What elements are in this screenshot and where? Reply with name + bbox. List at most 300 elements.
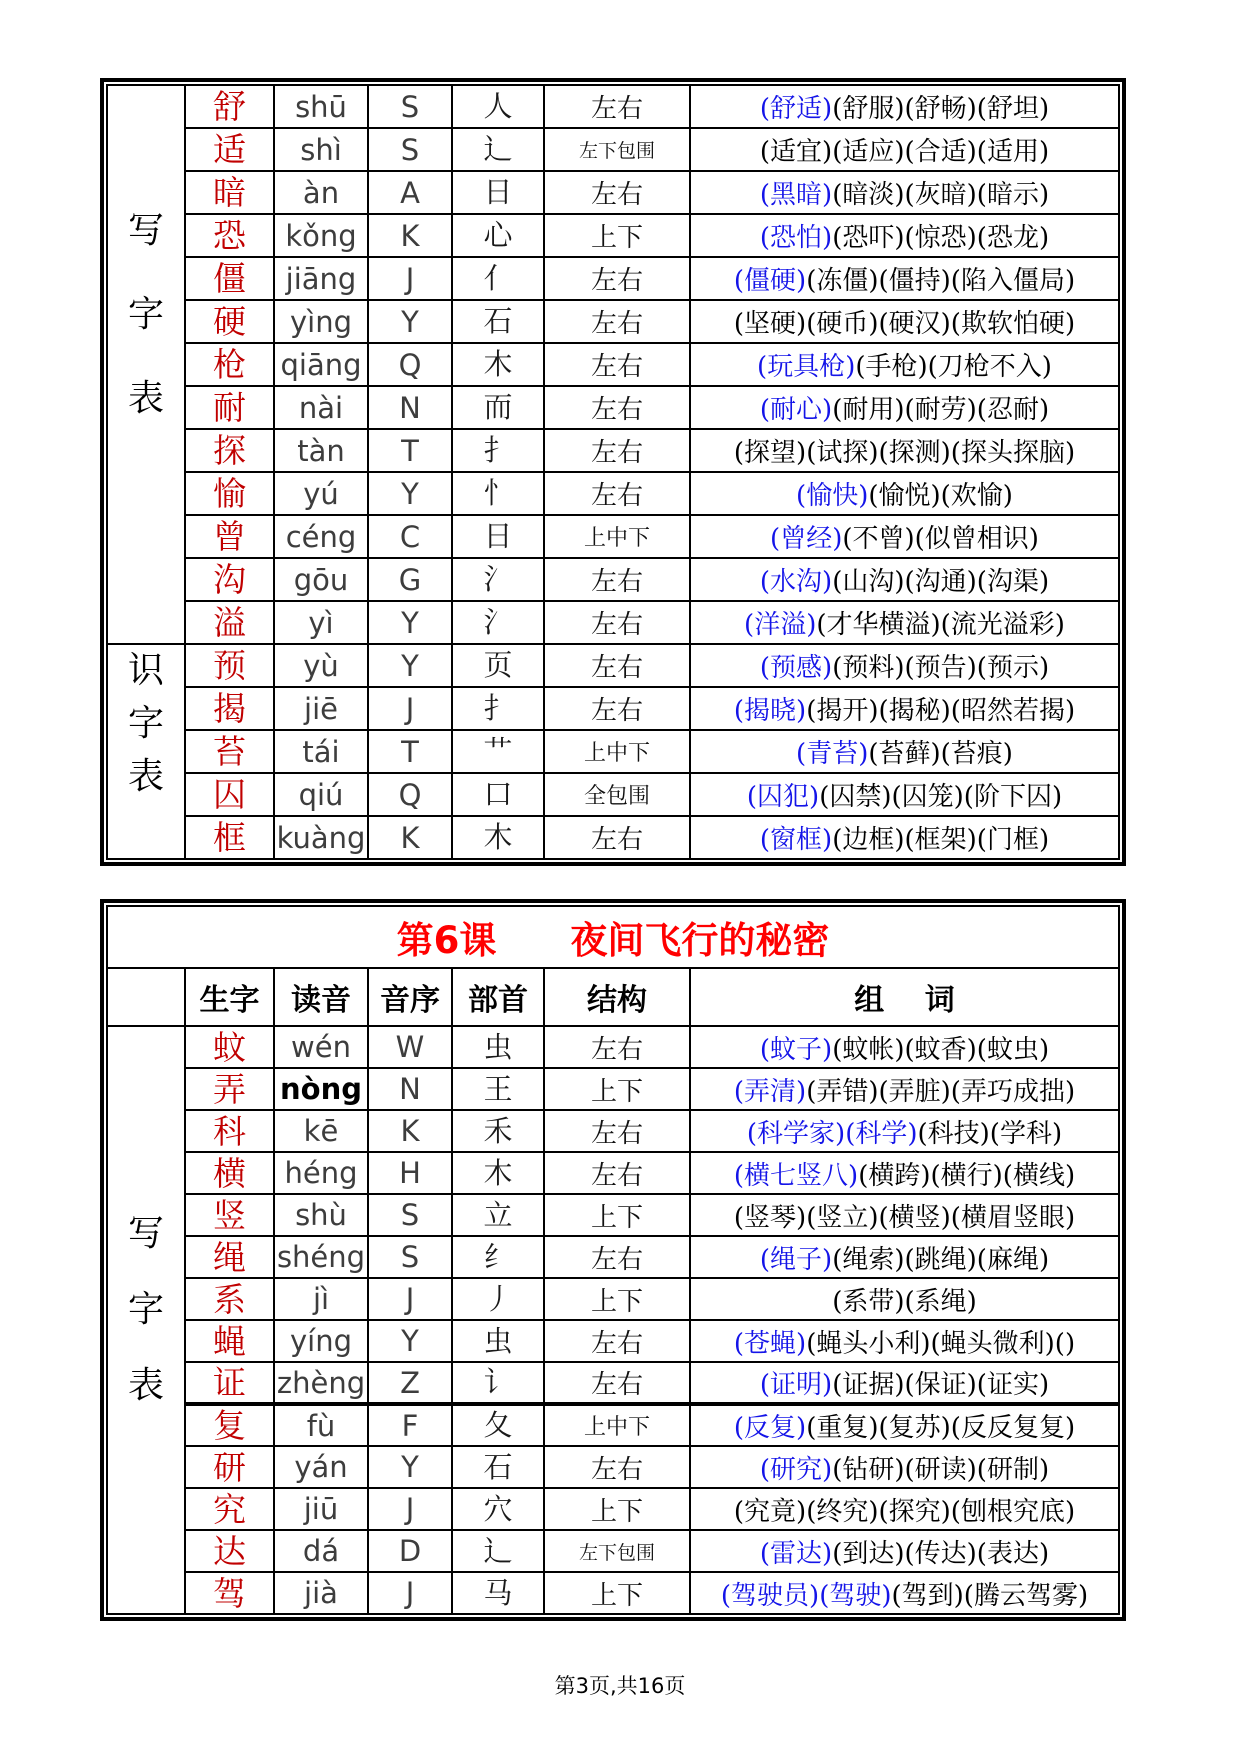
- initial-letter: Y: [401, 648, 419, 683]
- word-group: (科学家): [746, 1118, 846, 1149]
- radical-cell: [452, 687, 544, 730]
- word-group: (证明): [759, 1370, 833, 1400]
- pinyin-text: shū: [295, 89, 347, 124]
- words-cell: [690, 128, 1119, 171]
- structure-text: 左右: [590, 438, 643, 468]
- structure-text: 左右: [590, 481, 643, 511]
- initial-cell: [368, 1026, 452, 1068]
- hanzi-cell: [185, 1026, 274, 1068]
- word-group: (囚笼): [891, 782, 964, 812]
- word-group: (适用): [976, 137, 1050, 167]
- pinyin-cell: [274, 730, 368, 773]
- word-group: (蝇头微利): [930, 1328, 1055, 1359]
- hanzi-cell: [185, 644, 274, 687]
- word-group: (横七竖八): [733, 1160, 859, 1191]
- section-label-text: [108, 209, 184, 419]
- initial-letter: Q: [398, 777, 422, 812]
- radical-cell: [452, 515, 544, 558]
- hanzi-char: 竖: [213, 1195, 246, 1235]
- structure-cell: [544, 472, 690, 515]
- word-group: (蝇头小利): [806, 1328, 931, 1359]
- initial-letter: Y: [401, 304, 419, 339]
- initial-letter: Y: [401, 1324, 419, 1358]
- hanzi-cell: [185, 85, 274, 128]
- radical-cell: [452, 1530, 544, 1572]
- initial-letter: J: [405, 691, 415, 726]
- radical-cell: [452, 429, 544, 472]
- pinyin-cell: [274, 300, 368, 343]
- word-group: (沟通): [904, 567, 977, 597]
- word-group: (苔藓): [868, 739, 941, 769]
- structure-text: 上中下: [583, 741, 650, 766]
- radical-char: 日: [483, 175, 513, 209]
- word-group: (终究): [806, 1496, 879, 1527]
- table-row: [107, 429, 1119, 472]
- structure-cell: [544, 1320, 690, 1362]
- initial-letter: W: [395, 1030, 425, 1064]
- words-cell: [690, 472, 1119, 515]
- radical-char: 石: [483, 1449, 513, 1484]
- hanzi-cell: [185, 128, 274, 171]
- structure-cell: [544, 171, 690, 214]
- word-group: (硬汉): [878, 309, 951, 339]
- hanzi-cell: [185, 1488, 274, 1530]
- word-group: (预料): [832, 653, 905, 683]
- hanzi-char: 舒: [213, 87, 246, 126]
- word-group: (框架): [904, 825, 977, 855]
- words-cell: [690, 343, 1119, 386]
- pinyin-text: zhèng: [276, 1365, 366, 1400]
- words-cell: [690, 773, 1119, 816]
- words-cell: [690, 1320, 1119, 1362]
- words-cell: [690, 730, 1119, 773]
- initial-letter: Y: [401, 476, 419, 511]
- radical-cell: [452, 1572, 544, 1614]
- radical-char: 氵: [483, 605, 513, 639]
- word-group: (研读): [904, 1454, 977, 1485]
- word-group: (驾驶员): [720, 1580, 820, 1611]
- table-row: [107, 687, 1119, 730]
- pinyin-text: nài: [298, 390, 344, 425]
- pinyin-cell: [274, 1488, 368, 1530]
- hanzi-char: 沟: [213, 560, 246, 599]
- radical-cell: [452, 171, 544, 214]
- radical-cell: [452, 1446, 544, 1488]
- word-group: (绳索): [832, 1244, 905, 1275]
- word-group: (惊恐): [904, 223, 977, 253]
- structure-text: 左下包围: [578, 140, 655, 162]
- words-cell: [690, 1110, 1119, 1152]
- radical-cell: [452, 1320, 544, 1362]
- col-header-pinyin: 读音: [274, 968, 368, 1026]
- word-group: (保证): [904, 1370, 977, 1400]
- pinyin-text: yì: [308, 605, 334, 640]
- words-cell: [690, 1068, 1119, 1110]
- table-row: [107, 1530, 1119, 1572]
- radical-char: 穴: [483, 1491, 513, 1526]
- section-label-char: 字: [127, 293, 164, 335]
- radical-char: 木: [483, 347, 513, 381]
- structure-text: 左右: [590, 1244, 643, 1275]
- words-cell: [690, 85, 1119, 128]
- structure-cell: [544, 1572, 690, 1614]
- structure-cell: [544, 1152, 690, 1194]
- radical-char: 日: [483, 519, 513, 553]
- table-row: [107, 1488, 1119, 1530]
- hanzi-cell: [185, 687, 274, 730]
- structure-text: 上下: [590, 223, 643, 253]
- word-group: (横竖): [878, 1202, 951, 1233]
- radical-cell: [452, 601, 544, 644]
- word-group: (研究): [759, 1454, 833, 1485]
- word-group: (欺软怕硬): [950, 309, 1076, 339]
- initial-letter: Y: [401, 1450, 419, 1484]
- hanzi-char: 揭: [213, 689, 246, 728]
- table-row: [107, 214, 1119, 257]
- initial-cell: [368, 773, 452, 816]
- hanzi-char: 曾: [213, 517, 246, 556]
- word-group: (揭晓): [733, 696, 807, 726]
- structure-cell: [544, 1194, 690, 1236]
- structure-cell: [544, 1236, 690, 1278]
- hanzi-char: 系: [213, 1279, 246, 1319]
- structure-text: 左右: [590, 1118, 643, 1149]
- initial-cell: [368, 1530, 452, 1572]
- radical-cell: [452, 1194, 544, 1236]
- word-group: (横眉竖眼): [950, 1202, 1076, 1233]
- word-group: (驾驶): [819, 1580, 892, 1611]
- pinyin-cell: [274, 1068, 368, 1110]
- word-group: (恐怕): [759, 223, 833, 253]
- word-group: (蚊子): [759, 1034, 833, 1065]
- word-group: (麻绳): [976, 1244, 1050, 1275]
- structure-text: 上下: [590, 1580, 643, 1611]
- structure-text: 全包围: [583, 784, 650, 809]
- hanzi-cell: [185, 300, 274, 343]
- pinyin-text: qiú: [298, 777, 344, 812]
- table-row: [107, 300, 1119, 343]
- initial-letter: T: [401, 433, 419, 468]
- word-group: (横跨): [858, 1160, 931, 1191]
- word-group: (冻僵): [806, 266, 879, 296]
- word-group: (钻研): [832, 1454, 905, 1485]
- pinyin-cell: [274, 558, 368, 601]
- col-header-radical: 部首: [452, 968, 544, 1026]
- table-row: [107, 773, 1119, 816]
- initial-cell: [368, 1446, 452, 1488]
- page-footer: 第3页,共16页: [554, 1674, 686, 1698]
- words-cell: [690, 1362, 1119, 1404]
- table-row: [107, 1194, 1119, 1236]
- word-group: (欢愉): [940, 481, 1013, 511]
- hanzi-char: 枪: [213, 345, 246, 384]
- radical-char: 虫: [483, 1029, 513, 1064]
- word-group: (反反复复): [950, 1413, 1076, 1443]
- radical-cell: [452, 1404, 544, 1446]
- hanzi-cell: [185, 1278, 274, 1320]
- radical-char: 石: [483, 304, 513, 338]
- word-group: (暗淡): [832, 180, 905, 210]
- structure-cell: [544, 1362, 690, 1404]
- words-cell: [690, 1488, 1119, 1530]
- hanzi-cell: [185, 429, 274, 472]
- pinyin-cell: [274, 1236, 368, 1278]
- words-cell: [690, 171, 1119, 214]
- hanzi-char: 蝇: [213, 1321, 246, 1361]
- table-row: [107, 1110, 1119, 1152]
- initial-letter: J: [405, 1282, 415, 1316]
- section-label-char: 写: [127, 209, 164, 251]
- radical-char: 页: [483, 648, 513, 682]
- word-group: (横行): [930, 1160, 1003, 1191]
- hanzi-char: 达: [213, 1531, 246, 1571]
- word-group: (恐吓): [832, 223, 905, 253]
- table-row: [107, 1446, 1119, 1488]
- pinyin-cell: [274, 1572, 368, 1614]
- pinyin-text: jià: [304, 1576, 338, 1610]
- hanzi-char: 绳: [213, 1237, 246, 1277]
- word-group: (揭开): [806, 696, 879, 726]
- hanzi-cell: [185, 1404, 274, 1446]
- word-group: (愉快): [796, 481, 869, 511]
- word-group: (适应): [832, 137, 905, 167]
- hanzi-cell: [185, 472, 274, 515]
- word-group: (传达): [904, 1538, 977, 1569]
- section-label-char: 识: [127, 649, 164, 691]
- structure-cell: [544, 601, 690, 644]
- pinyin-cell: [274, 472, 368, 515]
- pinyin-text: qiāng: [280, 347, 362, 382]
- structure-text: 左下包围: [578, 1541, 655, 1564]
- section-label-char: 表: [127, 755, 164, 797]
- pinyin-cell: [274, 687, 368, 730]
- radical-cell: [452, 730, 544, 773]
- word-group: (驾到): [891, 1580, 964, 1611]
- structure-cell: [544, 386, 690, 429]
- word-group: (舒服): [832, 94, 905, 124]
- radical-char: 丿: [483, 1281, 513, 1316]
- word-group: (系带): [832, 1286, 905, 1317]
- word-group: (舒适): [759, 94, 833, 124]
- radical-char: 木: [483, 820, 513, 854]
- radical-char: 纟: [483, 1239, 513, 1274]
- hanzi-char: 蚊: [213, 1027, 246, 1067]
- pinyin-text: wén: [291, 1030, 351, 1064]
- words-cell: [690, 558, 1119, 601]
- pinyin-cell: [274, 1026, 368, 1068]
- word-group: (洋溢): [744, 610, 817, 640]
- structure-cell: [544, 1068, 690, 1110]
- hanzi-cell: [185, 1572, 274, 1614]
- structure-text: 左右: [590, 610, 643, 640]
- word-group: (揭秘): [878, 696, 951, 726]
- radical-cell: [452, 386, 544, 429]
- structure-text: 左右: [590, 1034, 643, 1065]
- word-group: (昭然若揭): [950, 696, 1076, 726]
- table-row: [107, 1362, 1119, 1404]
- pinyin-cell: [274, 773, 368, 816]
- hanzi-char: 证: [213, 1363, 246, 1402]
- table-row: [107, 1320, 1119, 1362]
- initial-cell: [368, 1572, 452, 1614]
- table-row: [107, 257, 1119, 300]
- initial-cell: [368, 1404, 452, 1446]
- table-row: [107, 1404, 1119, 1446]
- word-group: (灰暗): [904, 180, 977, 210]
- structure-cell: [544, 1488, 690, 1530]
- table-row: [107, 1068, 1119, 1110]
- word-group: (青苔): [796, 739, 869, 769]
- word-group: (弄错): [806, 1076, 879, 1107]
- pinyin-cell: [274, 644, 368, 687]
- initial-cell: [368, 386, 452, 429]
- initial-cell: [368, 687, 452, 730]
- word-group: (预示): [976, 653, 1050, 683]
- table-row: [107, 171, 1119, 214]
- word-group: (探望): [733, 438, 807, 468]
- structure-cell: [544, 1404, 690, 1446]
- radical-char: 亻: [483, 261, 513, 295]
- structure-text: 左右: [590, 309, 643, 339]
- radical-char: 禾: [483, 1113, 513, 1148]
- words-cell: [690, 1152, 1119, 1194]
- initial-letter: C: [399, 519, 421, 554]
- col-header-char: 生字: [185, 968, 274, 1026]
- word-group: (证据): [832, 1370, 905, 1400]
- radical-char: 人: [483, 89, 513, 123]
- initial-letter: K: [400, 218, 420, 253]
- radical-char: 立: [483, 1197, 513, 1232]
- radical-char: 扌: [483, 691, 513, 725]
- hanzi-char: 科: [213, 1111, 246, 1151]
- table-row: [107, 558, 1119, 601]
- structure-cell: [544, 1446, 690, 1488]
- header-empty: [107, 968, 185, 1026]
- hanzi-cell: [185, 1110, 274, 1152]
- word-group: (适宜): [759, 137, 833, 167]
- radical-char: 忄: [483, 476, 513, 510]
- word-group: (合适): [904, 137, 977, 167]
- vocab-table-lesson-6: [100, 899, 1126, 1621]
- initial-cell: [368, 1068, 452, 1110]
- pinyin-cell: [274, 128, 368, 171]
- word-group: (僵持): [878, 266, 951, 296]
- radical-char: 木: [483, 1155, 513, 1190]
- structure-text: 上下: [590, 1286, 643, 1317]
- table-row: [107, 472, 1119, 515]
- structure-text: 左右: [590, 352, 643, 382]
- initial-letter: J: [405, 261, 415, 296]
- word-group: (探头探脑): [950, 438, 1076, 468]
- word-group: (弄清): [733, 1076, 807, 1107]
- pinyin-cell: [274, 386, 368, 429]
- radical-cell: [452, 472, 544, 515]
- word-group: (到达): [832, 1538, 905, 1569]
- pinyin-cell: [274, 1152, 368, 1194]
- hanzi-char: 驾: [213, 1573, 246, 1613]
- table-row: [107, 515, 1119, 558]
- words-cell: [690, 386, 1119, 429]
- word-group: (愉悦): [868, 481, 941, 511]
- initial-letter: J: [405, 1576, 415, 1610]
- words-cell: [690, 1026, 1119, 1068]
- structure-cell: [544, 214, 690, 257]
- word-group: (表达): [976, 1538, 1050, 1569]
- radical-char: 讠: [483, 1365, 513, 1399]
- pinyin-cell: [274, 214, 368, 257]
- word-group: (竖立): [806, 1202, 879, 1233]
- radical-cell: [452, 85, 544, 128]
- section-label: [107, 85, 185, 644]
- hanzi-char: 横: [213, 1153, 246, 1193]
- word-group: (重复): [806, 1413, 879, 1443]
- hanzi-char: 硬: [213, 302, 246, 341]
- radical-char: 而: [483, 390, 513, 424]
- word-group: (恐龙): [976, 223, 1050, 253]
- structure-cell: [544, 343, 690, 386]
- hanzi-cell: [185, 257, 274, 300]
- word-group: (耐劳): [904, 395, 977, 425]
- hanzi-cell: [185, 386, 274, 429]
- hanzi-char: 框: [213, 818, 246, 857]
- initial-cell: [368, 1194, 452, 1236]
- pinyin-text: yìng: [289, 304, 352, 339]
- initial-cell: [368, 558, 452, 601]
- word-group: (弄巧成拙): [950, 1076, 1076, 1107]
- pinyin-cell: [274, 343, 368, 386]
- word-group: (刨根究底): [950, 1496, 1076, 1527]
- word-group: (): [1054, 1328, 1076, 1359]
- word-group: (似曾相识): [914, 524, 1039, 554]
- radical-cell: [452, 128, 544, 171]
- words-cell: [690, 601, 1119, 644]
- initial-letter: D: [398, 1534, 422, 1568]
- initial-cell: [368, 1152, 452, 1194]
- hanzi-cell: [185, 1362, 274, 1404]
- radical-char: 口: [483, 777, 513, 811]
- word-group: (僵硬): [733, 266, 807, 296]
- section-label-char: 表: [127, 1365, 164, 1406]
- words-cell: [690, 257, 1119, 300]
- hanzi-cell: [185, 171, 274, 214]
- pinyin-text: héng: [284, 1156, 358, 1190]
- pinyin-text: kē: [303, 1114, 339, 1148]
- word-group: (阶下囚): [963, 782, 1063, 812]
- word-group: (科技): [917, 1118, 990, 1149]
- structure-cell: [544, 515, 690, 558]
- structure-cell: [544, 773, 690, 816]
- initial-cell: [368, 300, 452, 343]
- initial-cell: [368, 515, 452, 558]
- structure-cell: [544, 429, 690, 472]
- word-group: (耐心): [759, 395, 833, 425]
- word-group: (玩具枪): [757, 352, 856, 382]
- radical-char: 辶: [483, 132, 513, 166]
- structure-text: 左右: [590, 1328, 643, 1359]
- word-group: (手枪): [855, 352, 928, 382]
- initial-cell: [368, 171, 452, 214]
- pinyin-cell: [274, 1404, 368, 1446]
- structure-text: 左右: [590, 266, 643, 296]
- radical-char: 心: [483, 218, 513, 252]
- pinyin-text: céng: [285, 519, 357, 554]
- radical-cell: [452, 343, 544, 386]
- table-row: [107, 1236, 1119, 1278]
- pinyin-cell: [274, 1320, 368, 1362]
- words-cell: [690, 1236, 1119, 1278]
- initial-cell: [368, 1278, 452, 1320]
- radical-cell: [452, 1278, 544, 1320]
